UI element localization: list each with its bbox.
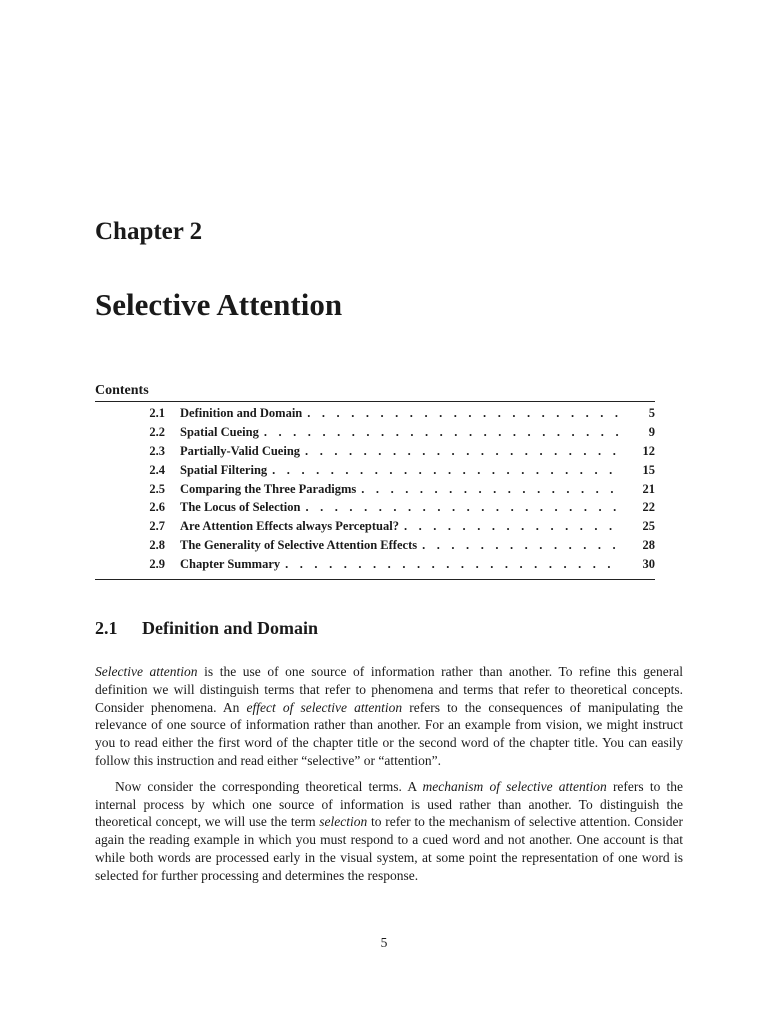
section-heading	[95, 618, 318, 639]
toc-entry-number: 2.9	[149, 557, 165, 572]
toc-entry-page: 30	[642, 557, 655, 572]
toc-entry-page: 12	[642, 443, 655, 458]
paragraph-text: refers to the consequences of manipulating the relevance of one source of information rather than another. For an example from vision, we might instruct you to read either the first word of the chapter title or the second word of the chapter title. You can easily follow this instruction and read either “selective” or “attention”.	[95, 699, 683, 768]
toc-entry-number: 2.3	[149, 443, 165, 458]
toc-dot-leader	[267, 461, 621, 480]
toc-dot-leader	[300, 442, 621, 461]
toc-entry-page: 5	[648, 406, 655, 420]
paragraph-text: refers to the internal process by which one source of information is used rather than another. To distinguish the theoretical concept, we will use the term	[95, 778, 684, 830]
toc-entry-title[interactable]: Spatial Cueing	[180, 424, 259, 439]
contents-bottom-rule	[95, 579, 655, 580]
toc-entry-number: 2.7	[149, 519, 165, 534]
toc-entry[interactable]	[95, 461, 655, 480]
toc-entry-number: 2.4	[149, 462, 165, 477]
toc-entry-number: 2.6	[149, 500, 165, 515]
toc-entry[interactable]	[95, 423, 655, 442]
toc-entry-title[interactable]: Comparing the Three Paradigms	[180, 481, 357, 496]
paragraph-text: is the use of one source of information rather than another. To refine this general definition we will distinguish terms that refer to phenomena and terms that refer to theoretical concepts. Consider phenomena. An	[95, 664, 683, 715]
toc-entry-number: 2.8	[149, 538, 165, 553]
toc-dot-leader	[302, 404, 621, 423]
toc-entry-number: 2.5	[149, 481, 165, 496]
toc-dot-leader	[399, 517, 621, 536]
toc-entry-title[interactable]: Partially-Valid Cueing	[180, 443, 301, 458]
toc-dot-leader	[300, 498, 621, 517]
toc-entry-title[interactable]: Spatial Filtering	[180, 462, 268, 477]
toc-dot-leader	[356, 480, 621, 499]
toc-entry-page: 28	[642, 538, 655, 553]
toc-entry[interactable]	[95, 555, 655, 574]
toc-entry-number: 2.1	[149, 406, 165, 420]
toc-entry-title[interactable]: The Locus of Selection	[180, 500, 301, 515]
toc-entry-title[interactable]: The Generality of Selective Attention Effects	[180, 538, 418, 553]
toc-dot-leader	[417, 536, 621, 555]
toc-entry-title[interactable]: Definition and Domain	[180, 406, 303, 420]
section-number: 2.1	[95, 618, 118, 638]
term-effect-of-selective-attention: effect of selective attention	[246, 699, 403, 715]
toc-entry-title[interactable]: Chapter Summary	[180, 557, 281, 572]
toc-entry[interactable]	[95, 498, 655, 517]
term-selective-attention: Selective attention	[95, 664, 198, 679]
toc-entry[interactable]	[95, 480, 655, 499]
contents-heading: Contents	[95, 383, 149, 398]
toc-entry[interactable]	[95, 442, 655, 461]
toc-entry-page: 22	[642, 500, 655, 515]
section-body	[95, 663, 683, 885]
toc-entry[interactable]	[95, 517, 655, 536]
paragraph-1	[95, 663, 683, 770]
page-number: 5	[380, 935, 388, 950]
chapter-label: Chapter 2	[95, 218, 203, 245]
toc-list	[95, 402, 655, 574]
paragraph-text: Now consider the corresponding theoretical terms. A	[115, 778, 423, 794]
toc-entry-page: 9	[648, 424, 655, 439]
toc-dot-leader	[259, 423, 621, 442]
chapter-title: Selective Attention	[95, 287, 343, 322]
toc-entry-page: 25	[642, 519, 655, 534]
toc-entry-title[interactable]: Are Attention Effects always Perceptual?	[180, 519, 399, 534]
toc-dot-leader	[280, 555, 621, 574]
paragraph-text: to refer to the mechanism of selective attention. Consider again the reading example in which you must respond to a cued word and not another. One account is that while both words are processed early in the visual system, at some point the representation of one word is selected for further processing and determines the response.	[95, 814, 683, 883]
term-selection: selection	[319, 814, 368, 830]
section-title: Definition and Domain	[142, 618, 319, 638]
toc-entry[interactable]	[95, 404, 655, 423]
table-of-contents	[95, 381, 655, 580]
toc-entry-page: 21	[642, 481, 655, 496]
paragraph-2	[95, 778, 683, 885]
toc-entry-page: 15	[642, 462, 655, 477]
term-mechanism-of-selective-attention: mechanism of selective attention	[422, 778, 607, 794]
toc-entry[interactable]	[95, 536, 655, 555]
toc-entry-number: 2.2	[149, 424, 165, 439]
